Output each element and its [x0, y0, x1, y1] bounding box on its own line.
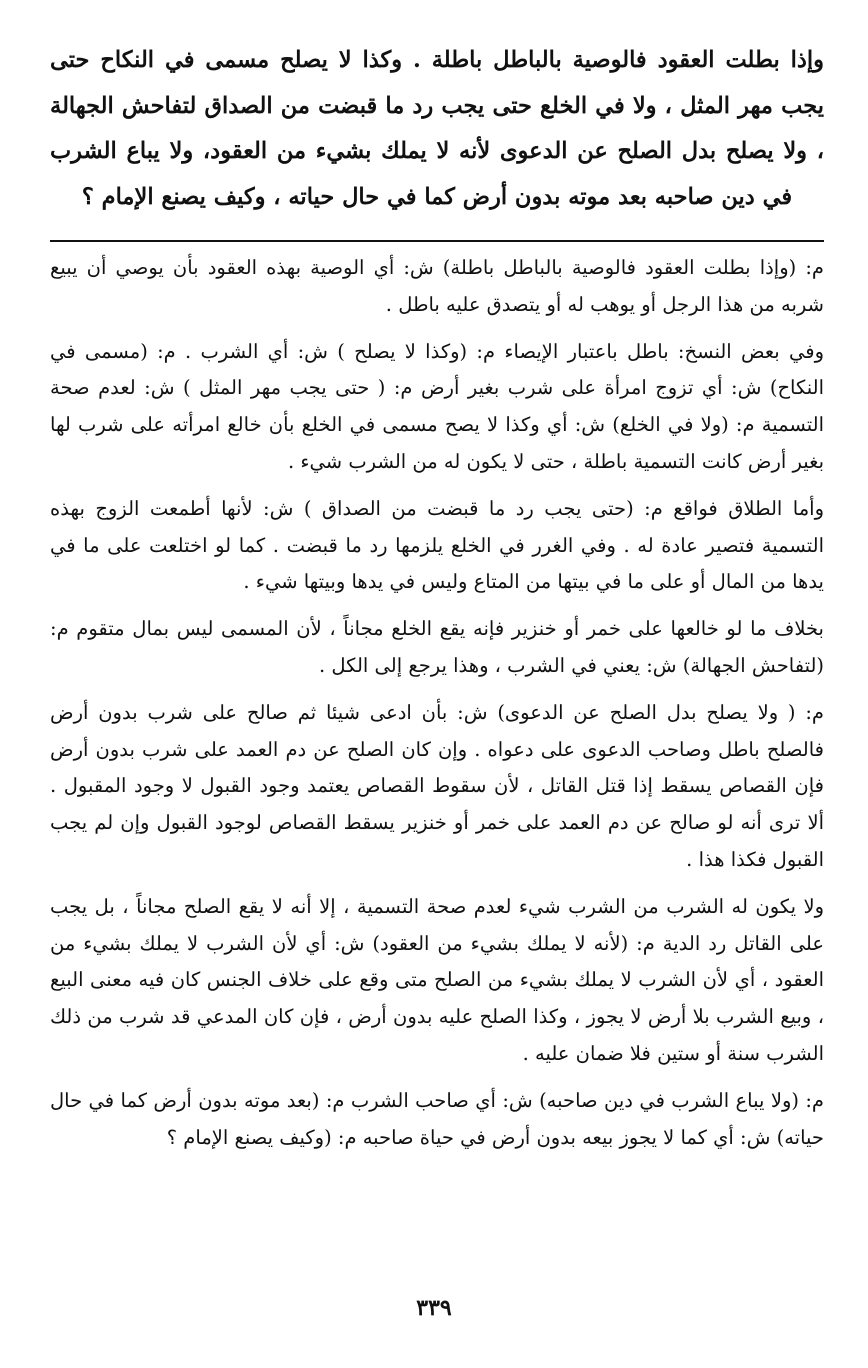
commentary-section [50, 250, 824, 1156]
main-text: وإذا بطلت العقود فالوصية بالباطل باطلة . وكذا لا يصلح مسمى في النكاح حتى يجب مهر المثل ، ولا في الخلع حتى يجب رد ما قبضت من الصداق لتفاحش الجهالة ، ولا يصلح بدل الصلح عن الدعوى لأنه لا يملك بشيء من العقود، ولا يباع الشرب في دين صاحبه بعد موته بدون أرض كما في حال حياته ، وكيف يصنع الإمام ؟ [50, 47, 824, 210]
commentary-text: ولا يكون له الشرب من الشرب شيء لعدم صحة التسمية ، إلا أنه لا يقع الصلح مجاناً ، بل يجب على القاتل رد الدية م: (لأنه لا يملك بشيء من العقود) ش: أي لأن الشرب لا يملك بشيء من العقود ، أي لأن الشرب لا يملك بشيء من الصلح متى وقع على خلاف الجنس كان فيه معنى البيع ، وبيع الشرب بلا أرض لا يجوز ، وكذا الصلح عليه بدون أرض ، فإن كان المدعي قد شرب من ذلك الشرب سنة أو ستين فلا ضمان عليه . [50, 894, 824, 1065]
commentary-paragraph [50, 1083, 824, 1157]
commentary-text: م: ( ولا يصلح بدل الصلح عن الدعوى) ش: بأن ادعى شيئا ثم صالح على شرب بدون أرض فالصلح باطل وصاحب الدعوى على دعواه . وإن كان الصلح عن دم العمد على شرب بدون أرض فإن القصاص يسقط إذا قتل القاتل ، لأن سقوط القصاص يعتمد وجود القبول لا وجود المقبول . ألا ترى أنه لو صالح عن دم العمد على خمر أو خنزير يسقط القصاص لوجود القبول وإن لم يجب القبول فكذا هذا . [50, 700, 824, 871]
page-number: ٣٣٩ [416, 1295, 452, 1321]
separator-line [50, 240, 824, 242]
commentary-paragraph [50, 250, 824, 324]
commentary-text: بخلاف ما لو خالعها على خمر أو خنزير فإنه يقع الخلع مجاناً ، لأن المسمى ليس بمال متقوم م: (لتفاحش الجهالة) ش: يعني في الشرب ، وهذا يرجع إلى الكل . [50, 617, 824, 677]
commentary-paragraph [50, 334, 824, 481]
commentary-paragraph [50, 889, 824, 1073]
commentary-text: م: (وإذا بطلت العقود فالوصية بالباطل باطلة) ش: أي الوصية بهذه العقود بأن يوصي أن يبيع شربه من هذا الرجل أو يوهب له أو يتصدق عليه باطل . [50, 256, 824, 316]
document-page [50, 38, 824, 1368]
commentary-text: وأما الطلاق فواقع م: (حتى يجب رد ما قبضت من الصداق ) ش: لأنها أطمعت الزوج بهذه التسمية فتصير عادة له . وفي الغرر في الخلع يلزمها رد ما قبضت . كما لو اختلعت على ما في يدها من المال أو على ما في بيتها من المتاع وليس في يدها وبيتها شيء . [50, 496, 824, 594]
commentary-text: م: (ولا يباع الشرب في دين صاحبه) ش: أي صاحب الشرب م: (بعد موته بدون أرض كما في حال حياته) ش: أي كما لا يجوز بيعه بدون أرض في حياة صاحبه م: (وكيف يصنع الإمام ؟ [50, 1088, 824, 1149]
commentary-paragraph [50, 491, 824, 601]
commentary-text: وفي بعض النسخ: باطل باعتبار الإيصاء م: (وكذا لا يصلح ) ش: أي الشرب . م: (مسمى في النكاح) ش: أي تزوج امرأة على شرب بغير أرض م: ( حتى يجب مهر المثل ) ش: لعدم صحة التسمية م: (ولا في الخلع) ش: أي وكذا لا يصح مسمى في الخلع بأن خالع امرأته على شرب لها بغير أرض كانت التسمية باطلة ، حتى لا يكون له من الشرب شيء . [50, 339, 824, 473]
commentary-paragraph [50, 611, 824, 685]
commentary-paragraph [50, 695, 824, 879]
